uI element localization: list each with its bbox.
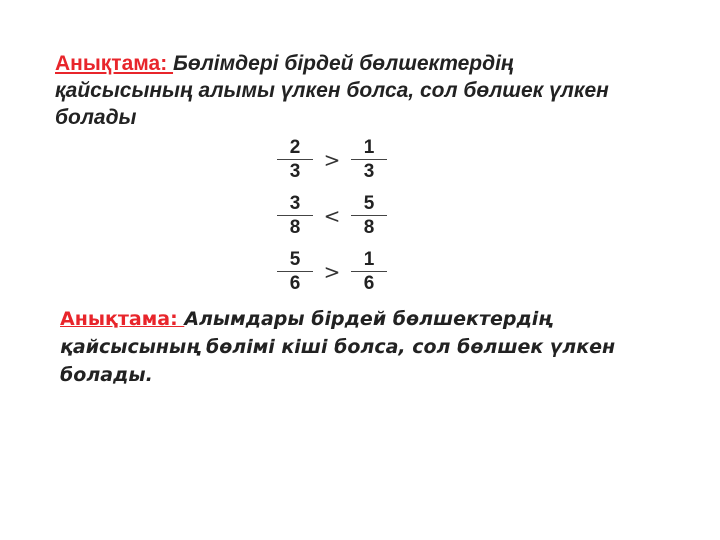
denominator: 6 [289, 273, 301, 294]
denominator: 8 [289, 217, 301, 238]
definition-2-text: Алымдары бірдей бөлшектердің қайсысының бөлімі кіші болса, сол бөлшек үлкен болады. [60, 308, 616, 386]
denominator: 6 [363, 273, 375, 294]
fraction-bar [351, 159, 387, 160]
fraction-bar [277, 159, 313, 160]
comparison-operator: > [323, 260, 341, 284]
left-fraction [275, 138, 315, 182]
numerator: 1 [363, 137, 375, 158]
fraction-bar [351, 271, 387, 272]
comparison-operator: > [323, 148, 341, 172]
definition-2-term: Анықтама: [60, 308, 185, 330]
fraction-bar [277, 215, 313, 216]
definition-1-text: Бөлімдері бірдей бөлшектердің қайсысының алымы үлкен болса, сол бөлшек үлкен болады [55, 52, 609, 129]
left-fraction [275, 194, 315, 238]
comparison-row-3 [275, 250, 405, 294]
definition-1-term: Анықтама: [55, 52, 174, 75]
numerator: 2 [289, 137, 301, 158]
numerator: 5 [363, 193, 375, 214]
right-fraction [349, 194, 389, 238]
comparison-operator: < [323, 204, 341, 228]
denominator: 3 [289, 161, 301, 182]
fraction-bar [351, 215, 387, 216]
denominator: 8 [363, 217, 375, 238]
right-fraction [349, 250, 389, 294]
comparison-row-1 [275, 138, 405, 182]
numerator: 5 [289, 249, 301, 270]
numerator: 3 [289, 193, 301, 214]
definition-1 [55, 50, 655, 131]
comparison-row-2 [275, 194, 405, 238]
right-fraction [349, 138, 389, 182]
left-fraction [275, 250, 315, 294]
numerator: 1 [363, 249, 375, 270]
fraction-bar [277, 271, 313, 272]
denominator: 3 [363, 161, 375, 182]
fraction-comparisons [275, 138, 405, 306]
definition-2 [60, 305, 620, 389]
